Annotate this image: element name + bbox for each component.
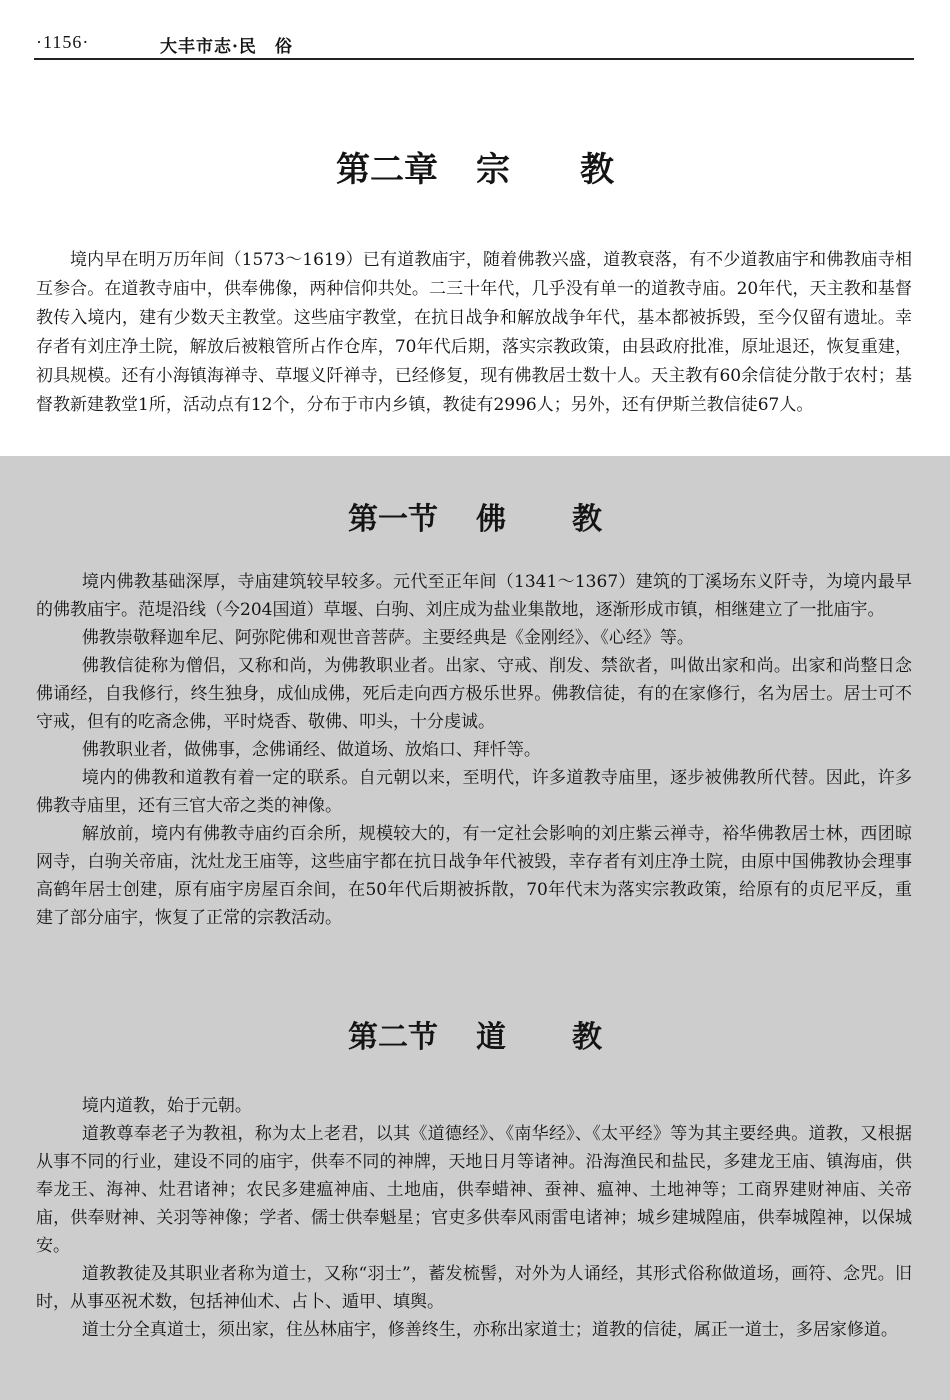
section-1-body	[36, 568, 912, 932]
paragraph: 解放前，境内有佛教寺庙约百余所，规模较大的，有一定社会影响的刘庄紫云禅寺，裕华佛教居士林，西团晾网寺，白驹关帝庙，沈灶龙王庙等，这些庙宇都在抗日战争年代被毁，幸存者有刘庄净土院，由原中国佛教协会理事高鹤年居士创建，原有庙宇房屋百余间，在50年代后期被拆散，70年代末为落实宗教政策，给原有的贞尼平反，重建了部分庙宇，恢复了正常的宗教活动。	[36, 824, 912, 928]
section-2-number: 第二节	[348, 1020, 438, 1055]
paragraph: 道士分全真道士，须出家，住丛林庙宇，修善终生，亦称出家道士；道教的信徒，属正一道士，多居家修道。	[81, 1320, 898, 1340]
section-2-body	[36, 1092, 912, 1344]
chapter-intro	[36, 246, 912, 420]
header-rule	[34, 58, 914, 60]
paragraph: 境内佛教基础深厚，寺庙建筑较早较多。元代至正年间（1341～1367）建筑的丁溪场东义阡寺，为境内最早的佛教庙宇。范堤沿线（今204国道）草堰、白驹、刘庄成为盐业集散地，逐渐形成市镇，相继建立了一批庙宇。	[36, 572, 912, 620]
page-number: ·1156·	[36, 32, 90, 52]
paragraph: 佛教信徒称为僧侣，又称和尚，为佛教职业者。出家、守戒、削发、禁欲者，叫做出家和尚。出家和尚整日念佛诵经，自我修行，终生独身，成仙成佛，死后走向西方极乐世界。佛教信徒，有的在家修行，名为居士。居士可不守戒，但有的吃斋念佛，平时烧香、敬佛、叩头，十分虔诚。	[36, 656, 912, 732]
section-1-title-char-1: 佛	[476, 502, 506, 537]
section-1-title-char-2: 教	[572, 502, 602, 537]
chapter-title-char-2: 教	[580, 150, 614, 190]
section-2-title	[0, 1012, 950, 1056]
section-2-title-char-1: 道	[476, 1020, 506, 1055]
chapter-title-char-1: 宗	[476, 150, 510, 190]
section-1-number: 第一节	[348, 502, 438, 537]
paragraph: 佛教崇敬释迦牟尼、阿弥陀佛和观世音菩萨。主要经典是《金刚经》、《心经》等。	[81, 628, 694, 648]
intro-paragraph: 境内早在明万历年间（1573～1619）已有道教庙宇，随着佛教兴盛，道教衰落，有不少道教庙宇和佛教庙寺相互参合。在道教寺庙中，供奉佛像，两种信仰共处。二三十年代，几乎没有单一的道教寺庙。20年代，天主教和基督教传入境内，建有少数天主教堂。这些庙宇教堂，在抗日战争和解放战争年代，基本都被拆毁，至今仅留有遗址。幸存者有刘庄净土院，解放后被粮管所占作仓库，70年代后期，落实宗教政策，由县政府批准，原址退还，恢复重建，初具规模。还有小海镇海禅寺、草堰义阡禅寺，已经修复，现有佛教居士数十人。天主教有60余信徒分散于农村；基督教新建教堂1所，活动点有12个，分布于市内乡镇，教徒有2996人；另外，还有伊斯兰教信徒67人。	[36, 250, 912, 415]
running-header	[34, 28, 914, 60]
paragraph: 道教尊奉老子为教祖，称为太上老君，以其《道德经》、《南华经》、《太平经》等为其主要经典。道教，又根据从事不同的行业，建设不同的庙宇，供奉不同的神牌，天地日月等诸神。沿海渔民和盐民，多建龙王庙、镇海庙，供奉龙王、海神、灶君诸神；农民多建瘟神庙、土地庙，供奉蜡神、蚕神、瘟神、土地神等；工商界建财神庙、关帝庙，供奉财神、关羽等神像；学者、儒士供奉魁星；官吏多供奉风雨雷电诸神；城乡建城隍庙，供奉城隍神，以保城安。	[36, 1124, 912, 1256]
paragraph: 道教教徒及其职业者称为道士，又称“羽士”，蓄发梳髻，对外为人诵经，其形式俗称做道场，画符、念咒。旧时，从事巫祝术数，包括神仙术、占卜、遁甲、填舆。	[36, 1264, 912, 1312]
chapter-number: 第二章	[336, 150, 438, 190]
section-2-title-char-2: 教	[572, 1020, 602, 1055]
paragraph: 境内道教，始于元朝。	[81, 1096, 252, 1116]
paragraph: 佛教职业者，做佛事，念佛诵经、做道场、放焰口、拜忏等。	[81, 740, 541, 760]
section-1-title	[0, 494, 950, 538]
chapter-title	[0, 142, 950, 191]
running-title: 大丰市志·民 俗	[160, 37, 293, 57]
paragraph: 境内的佛教和道教有着一定的联系。自元朝以来，至明代，许多道教寺庙里，逐步被佛教所代替。因此，许多佛教寺庙里，还有三官大帝之类的神像。	[36, 768, 912, 816]
